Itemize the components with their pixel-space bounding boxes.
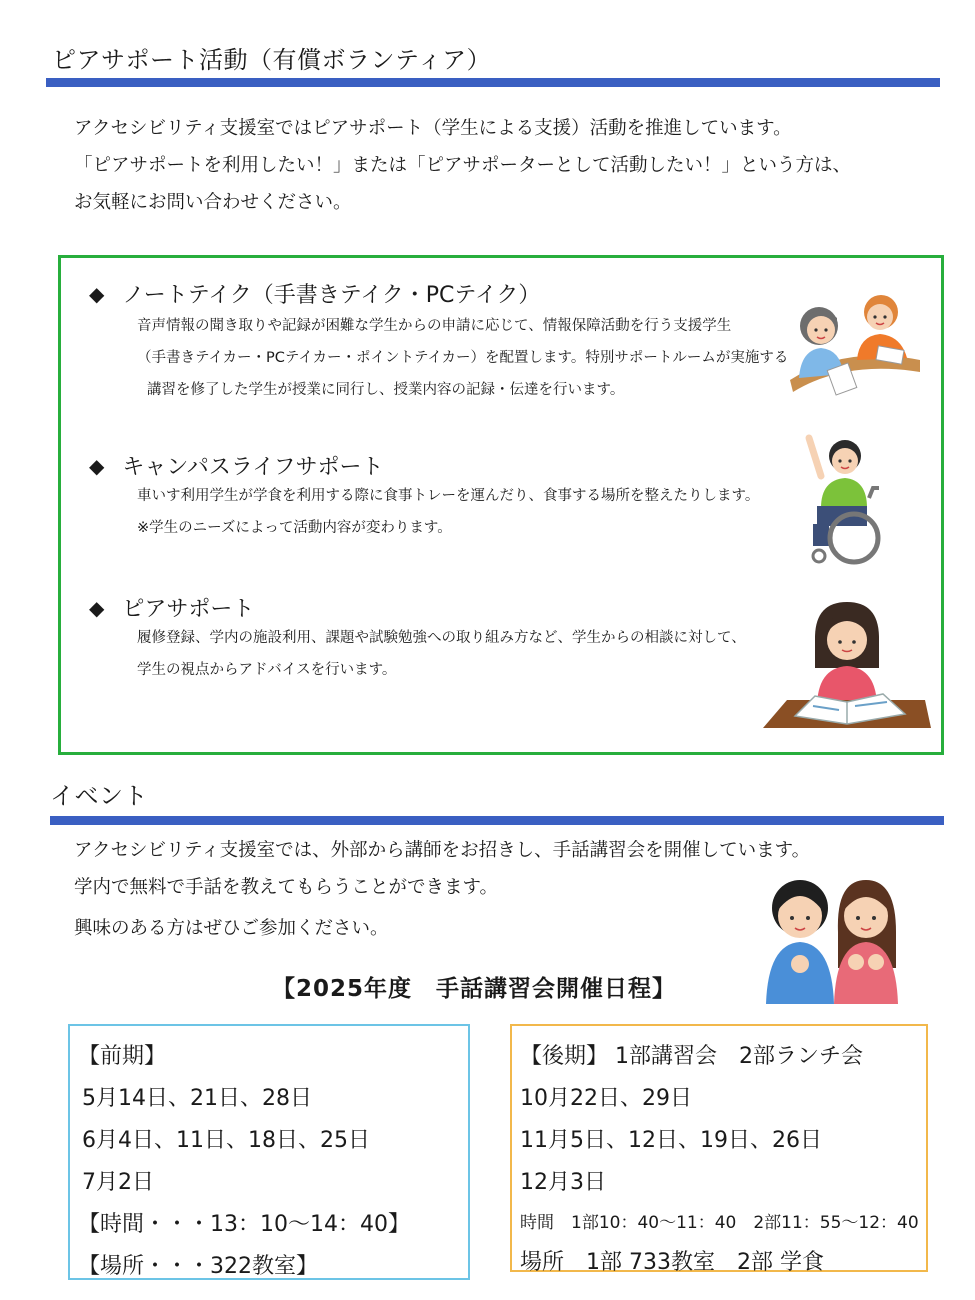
second-term-place: 場所 1部 733教室 2部 学食: [520, 1250, 824, 1275]
peer-section-rule: [46, 78, 940, 87]
activity-body-line: 履修登録、学内の施設利用、課題や試験勉強への取り組み方など、学生からの相談に対して、: [137, 630, 746, 646]
activity-body-line: 講習を修了した学生が授業に同行し、授業内容の記録・伝達を行います。: [147, 382, 625, 398]
activity-body-line: 車いす利用学生が学食を利用する際に食事トレーを運んだり、食事する場所を整えたりします。: [137, 488, 760, 504]
first-term-place: 【場所・・・322教室】: [78, 1254, 318, 1279]
studying-student-icon: [755, 598, 935, 738]
activity-body-peer-support: [137, 622, 746, 686]
first-term-date-line: 5月14日、21日、28日: [82, 1086, 312, 1111]
wheelchair-student-icon: [799, 428, 894, 568]
second-term-date-line: 10月22日、29日: [520, 1086, 692, 1111]
peer-intro-line: 「ピアサポートを利用したい！」または「ピアサポーターとして活動したい！」という方は、: [74, 155, 852, 176]
peer-activities-box: [58, 255, 944, 755]
diamond-bullet-icon: ◆: [89, 595, 105, 620]
peer-intro-line: アクセシビリティ支援室ではピアサポート（学生による支援）活動を推進しています。: [74, 118, 792, 139]
activity-title-note-take: [89, 278, 540, 309]
second-term-date-line: 11月5日、12日、19日、26日: [520, 1128, 822, 1153]
first-term-time: 【時間・・・13：10～14：40】: [78, 1212, 410, 1237]
activity-title-campus-life: [89, 450, 384, 481]
event-intro-line: 興味のある方はぜひご参加ください。: [74, 918, 389, 939]
note-taking-students-icon: [785, 290, 925, 400]
first-term-box: [68, 1024, 470, 1280]
event-section-rule: [50, 816, 944, 825]
activity-body-note-take: [137, 310, 788, 406]
first-term-header: 【前期】: [78, 1044, 167, 1069]
activity-body-campus-life: [137, 480, 759, 544]
second-term-date-line: 12月3日: [520, 1170, 606, 1195]
activity-body-line: 音声情報の聞き取りや記録が困難な学生からの申請に応じて、情報保障活動を行う支援学生: [137, 318, 732, 334]
sign-language-pair-icon: [762, 872, 902, 1007]
event-intro-line: アクセシビリティ支援室では、外部から講師をお招きし、手話講習会を開催しています。: [74, 840, 811, 861]
event-intro-line: 学内で無料で手話を教えてもらうことができます。: [74, 877, 499, 898]
schedule-title: 【2025年度 手話講習会開催日程】: [272, 976, 677, 1002]
peer-intro: [74, 110, 851, 221]
diamond-bullet-icon: ◆: [89, 281, 105, 306]
diamond-bullet-icon: ◆: [89, 453, 105, 478]
activity-title-text: キャンパスライフサポート: [122, 455, 384, 480]
activity-body-line: 学生の視点からアドバイスを行います。: [137, 662, 397, 678]
second-term-time: 時間 1部10：40～11：40 2部11：55～12：40: [520, 1213, 919, 1233]
first-term-date-line: 6月4日、11日、18日、25日: [82, 1128, 370, 1153]
activity-title-text: ピアサポート: [122, 597, 255, 622]
activity-title-peer-support: [89, 592, 254, 623]
event-intro: [74, 832, 810, 947]
second-term-header: 【後期】 1部講習会 2部ランチ会: [520, 1044, 863, 1069]
peer-intro-line: お気軽にお問い合わせください。: [74, 192, 352, 213]
event-section-title: イベント: [50, 782, 148, 810]
first-term-date-line: 7月2日: [82, 1170, 154, 1195]
peer-section-title: ピアサポート活動（有償ボランティア）: [52, 46, 492, 74]
activity-body-line: （手書きテイカー・PCテイカー・ポイントテイカー）を配置します。特別サポートルームが実施する: [137, 350, 789, 366]
activity-body-line: ※学生のニーズによって活動内容が変わります。: [137, 520, 452, 536]
second-term-box: [510, 1024, 928, 1275]
activity-title-text: ノートテイク（手書きテイク・PCテイク）: [122, 283, 541, 308]
